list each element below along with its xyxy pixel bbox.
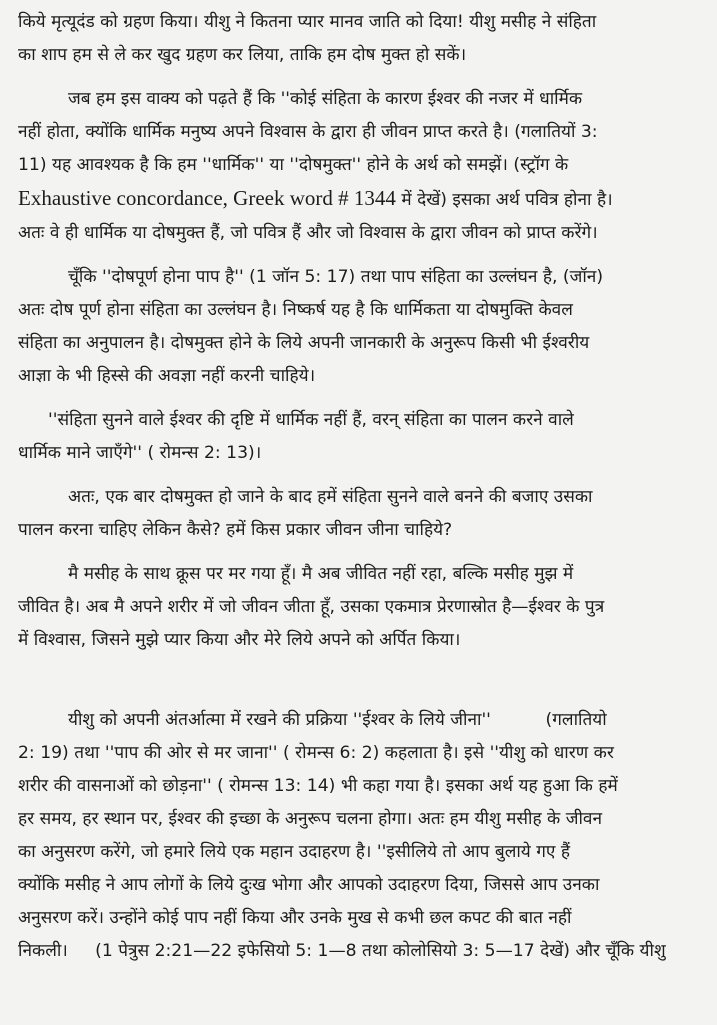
text-fragment: में देखें) इसका अर्थ पवित्र होना है। [395, 190, 613, 210]
paragraph-1 [18, 6, 704, 72]
text-line: अतः, एक बार दोषमुक्त हो जाने के बाद हमें संहिता सुनने वाले बनने की बजाए उसका [68, 487, 593, 507]
latin-reference: Exhaustive concordance, Greek word # 1344 [18, 186, 396, 210]
text-line: 11) यह आवश्यक है कि हम ''धार्मिक'' या ''दोषमुक्त'' होने के अर्थ को समझें। (स्ट्रॉग के [18, 155, 569, 175]
paragraph-gap [18, 668, 704, 704]
text-line: अतः वे ही धार्मिक या दोषमुक्त हैं, जो पवित्र हैं और जो विश्वास के द्वारा जीवन को प्राप्त करेंगे। [18, 223, 598, 243]
text-line: में विश्वास, जिसने मुझे प्यार किया और मेरे लिये अपने को अर्पित किया। [18, 630, 461, 650]
text-line: धार्मिक माने जाएँगे'' ( रोमन्स 2: 13)। [18, 443, 262, 463]
text-line: निकली। (1 पेत्रुस 2:21—22 इफेसियो 5: 1—8 तथा कोलोसियो 3: 5—17 देखें) और चूँकि यीशु [18, 941, 666, 961]
document-page [18, 6, 704, 979]
text-line: हर समय, हर स्थान पर, ईश्वर की इच्छा के अनुरूप चलना होगा। अतः हम यीशु मसीह के जीवन [18, 809, 602, 829]
paragraph-4-quote [18, 404, 704, 470]
text-line: जीवित है। अब मै अपने शरीर में जो जीवन जीता हूँ, उसका एकमात्र प्रेरणास्रोत है—ईश्वर के पुत्र [18, 597, 605, 617]
text-line: ''संहिता सुनने वाले ईश्वर की दृष्टि में धार्मिक नहीं हैं, वरन् संहिता का पालन करने वाले [48, 410, 574, 430]
text-line: मै मसीह के साथ क्रूस पर मर गया हूँ। मै अब जीवित नहीं रहा, बल्कि मसीह मुझ में [68, 564, 574, 584]
text-line: किये मृत्यूदंड को ग्रहण किया। यीशु ने कितना प्यार मानव जाति को दिया! यीशु मसीह ने संहिता [18, 12, 597, 32]
text-line: चूँकि ''दोषपूर्ण होना पाप है'' (1 जॉन 5: 17) तथा पाप संहिता का उल्लंघन है, (जॉन) [68, 267, 604, 287]
text-line: जब हम इस वाक्य को पढ़ते हैं कि ''कोई संहिता के कारण ईश्वर की नजर में धार्मिक [68, 89, 583, 109]
paragraph-6 [18, 558, 704, 657]
text-line: का शाप हम से ले कर खुद ग्रहण कर लिया, ताकि हम दोष मुक्त हो सकें। [18, 45, 467, 65]
text-line: का अनुसरण करेंगे, जो हमारे लिये एक महान उदाहरण है। ''इसीलिये तो आप बुलाये गए हैं [18, 842, 571, 862]
paragraph-7 [18, 704, 704, 968]
paragraph-3 [18, 261, 704, 393]
text-line: 2: 19) तथा ''पाप की ओर से मर जाना'' ( रोमन्स 6: 2) कहलाता है। इसे ''यीशु को धारण कर [18, 743, 614, 763]
text-line: आज्ञा के भी हिस्से की अवज्ञा नहीं करनी चाहिये। [18, 366, 316, 386]
paragraph-2 [18, 83, 704, 250]
text-line: यीशु को अपनी अंतर्आत्मा में रखने की प्रक्रिया ''ईश्वर के लिये जीना'' (गलातियो [68, 710, 607, 730]
text-line: अनुसरण करें। उन्होंने कोई पाप नहीं किया और उनके मुख से कभी छल कपट की बात नहीं [18, 908, 572, 928]
text-line: संहिता का अनुपालन है। दोषमुक्त होने के लिये अपनी जानकारी के अनुरूप किसी भी ईश्वरीय [18, 333, 590, 353]
text-line: क्योंकि मसीह ने आप लोगों के लिये दुःख भोगा और आपको उदाहरण दिया, जिससे आप उनका [18, 875, 600, 895]
text-line: अतः दोष पूर्ण होना संहिता का उल्लंघन है। निष्कर्ष यह है कि धार्मिकता या दोषमुक्ति केवल [18, 300, 573, 320]
text-line: नहीं होता, क्योंकि धार्मिक मनुष्य अपने विश्वास के द्वारा ही जीवन प्राप्त करते है। (गलातियों 3: [18, 122, 598, 142]
text-line: शरीर की वासनाओं को छोड़ना'' ( रोमन्स 13: 14) भी कहा गया है। इसका अर्थ यह हुआ कि हमें [18, 776, 618, 796]
text-line-mixed [18, 182, 704, 217]
text-line: पालन करना चाहिए लेकिन कैसे? हमें किस प्रकार जीवन जीना चाहिये? [18, 520, 453, 540]
paragraph-5 [18, 481, 704, 547]
